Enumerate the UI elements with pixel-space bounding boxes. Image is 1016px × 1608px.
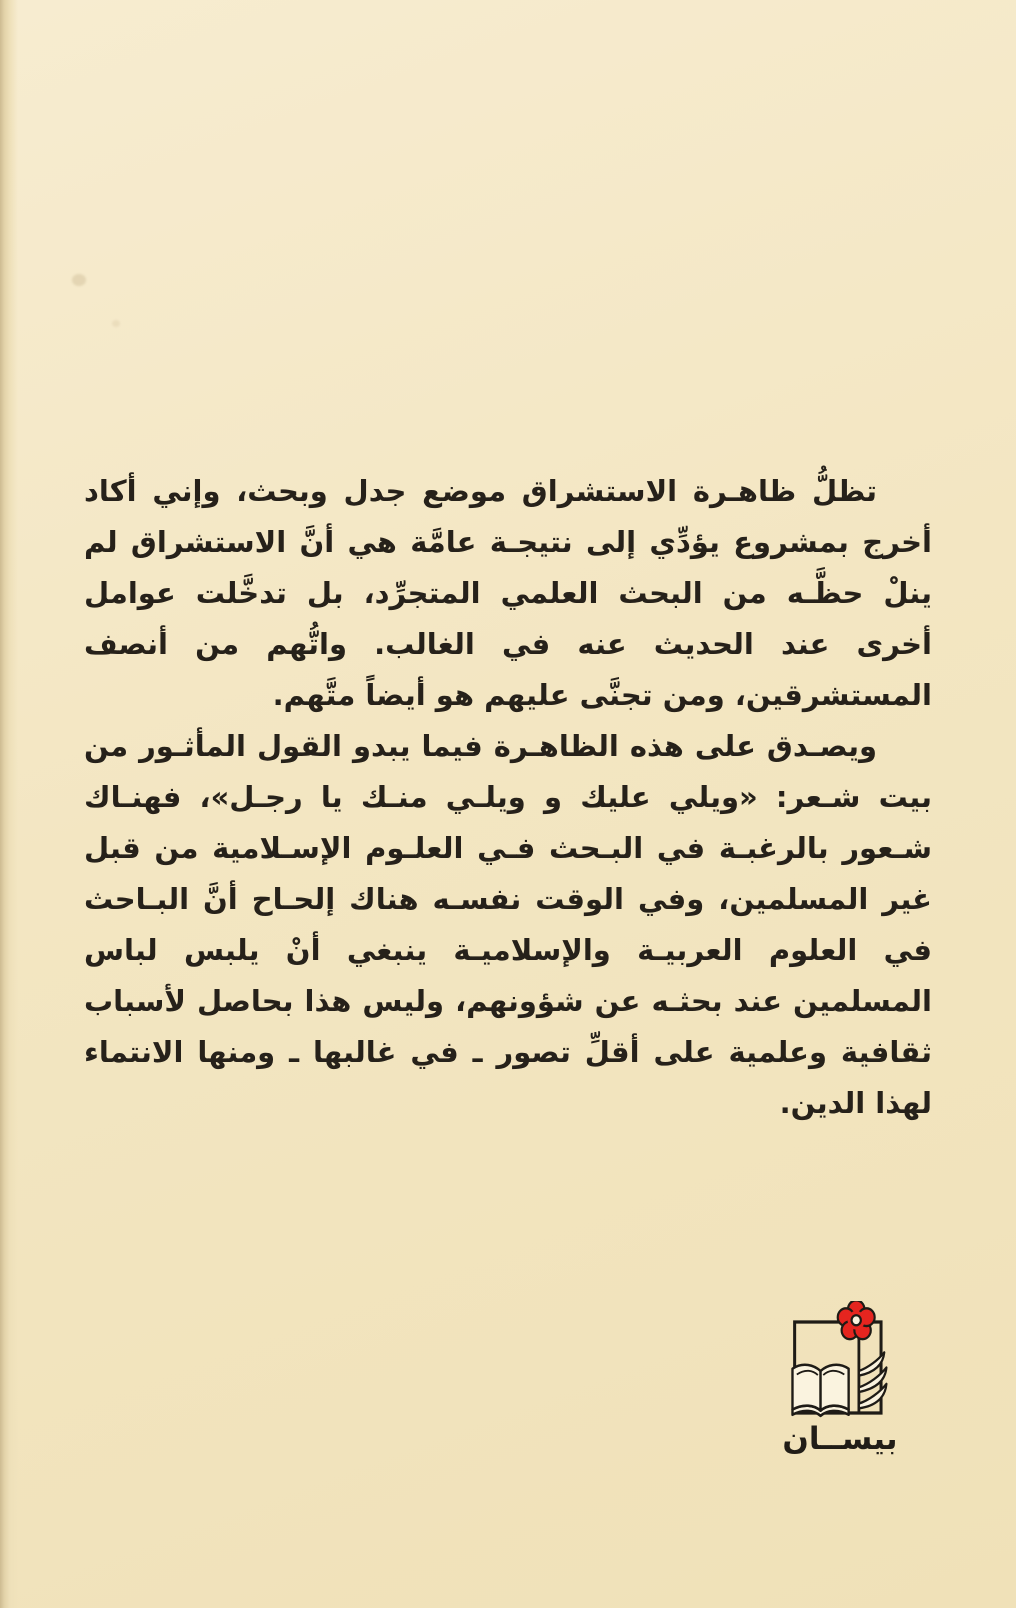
- blurb-paragraph-1: تظلُّ ظاهـرة الاستشراق موضع جدل وبحث، وإني أكاد أخرج بمشروع يؤدِّي إلى نتيجـة عامَّة هي أنَّ الاستشراق لم ينلْ حظَّـه من البحث العلمي المتجرِّد، بل تدخَّلت عوامل أخرى عند الحديث عنه في الغالب. واتُّهم من أنصف المستشرقين، ومن تجنَّى عليهم هو أيضاً متَّهم.: [84, 474, 932, 712]
- paper-speck: [112, 320, 120, 327]
- publisher-name: بيســان: [782, 1421, 898, 1457]
- flower-icon: [838, 1301, 875, 1339]
- paper-speck: [72, 274, 86, 286]
- flower-center: [852, 1315, 861, 1325]
- publisher-logo-icon: [786, 1301, 894, 1427]
- blurb-text-block: [84, 466, 932, 1129]
- publisher-logo-block: [750, 1301, 930, 1456]
- open-book-icon: [792, 1365, 848, 1416]
- spine-edge-shadow: [0, 0, 18, 1608]
- blurb-paragraph-2: ويصـدق على هذه الظاهـرة فيما يبدو القول المأثـور من بيت شـعر: «ويلي عليك و ويلـي منـك يا رجـل»، فهنـاك شـعور بالرغبـة في البـحث فـي العلـوم الإسـلامية من قبل غير المسلمين، وفي الوقت نفسـه هناك إلحـاح أنَّ البـاحث في العلوم العربيـة والإسلاميـة ينبغي أنْ يلبس لباس المسلمين عند بحثـه عن شؤونهم، وليس هذا بحاصل لأسباب ثقافية وعلمية على أقلِّ تصور ـ في غالبها ـ ومنها الانتماء لهذا الدين.: [84, 729, 932, 1120]
